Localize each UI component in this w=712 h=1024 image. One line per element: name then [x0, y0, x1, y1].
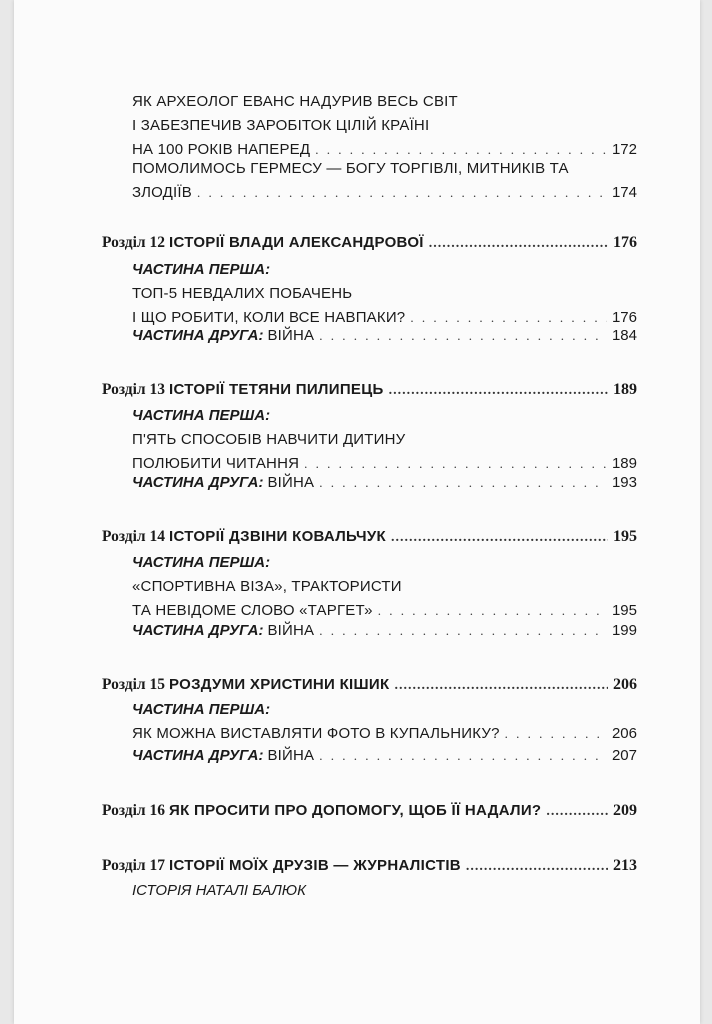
dot-leader	[319, 619, 607, 643]
page-number: 189	[611, 455, 637, 472]
part-title-line: ТОП-5 НЕВДАЛИХ ПОБАЧЕНЬ	[132, 285, 353, 302]
toc-item-line: НА 100 РОКІВ НАПЕРЕД	[132, 141, 311, 158]
part-label: ЧАСТИНА ПЕРША:	[132, 407, 271, 424]
chapter-title: ІСТОРІЇ ВЛАДИ АЛЕКСАНДРОВОЇ	[169, 234, 424, 251]
chapter-12-part-2	[132, 324, 637, 348]
dot-leader	[391, 526, 608, 550]
chapter-17-subtitle	[132, 879, 637, 903]
chapter-title: ЯК ПРОСИТИ ПРО ДОПОМОГУ, ЩОБ ЇЇ НАДАЛИ?	[169, 802, 542, 819]
chapter-label: Розділ 12	[102, 234, 165, 251]
chapter-14-part-2	[132, 619, 637, 643]
chapter-14-heading	[102, 525, 637, 549]
part-title: ВІЙНА	[267, 622, 315, 639]
chapter-15-part-1	[132, 698, 637, 746]
part-label: ЧАСТИНА ПЕРША:	[132, 554, 271, 571]
page-number: 195	[613, 528, 637, 545]
part-label: ЧАСТИНА ДРУГА:	[132, 622, 264, 639]
chapter-15-part-2	[132, 744, 637, 768]
toc-item-line: ЗЛОДІЇВ	[132, 184, 192, 201]
chapter-label: Розділ 16	[102, 802, 165, 819]
dot-leader	[546, 800, 608, 824]
toc-item-line: ЯК АРХЕОЛОГ ЕВАНС НАДУРИВ ВЕСЬ СВІТ	[132, 93, 458, 110]
part-title: ВІЙНА	[267, 327, 315, 344]
page-number: 195	[611, 602, 637, 619]
part-title-line: ПОЛЮБИТИ ЧИТАННЯ	[132, 455, 300, 472]
page-number: 176	[611, 309, 637, 326]
page-number: 176	[613, 234, 637, 251]
part-title: ВІЙНА	[267, 747, 315, 764]
toc-item-line: І ЗАБЕЗПЕЧИВ ЗАРОБІТОК ЦІЛІЙ КРАЇНІ	[132, 117, 430, 134]
chapter-title: ІСТОРІЇ ДЗВІНИ КОВАЛЬЧУК	[169, 528, 386, 545]
part-label: ЧАСТИНА ДРУГА:	[132, 327, 264, 344]
part-label: ЧАСТИНА ПЕРША:	[132, 261, 271, 278]
part-title-line: «СПОРТИВНА ВІЗА», ТРАКТОРИСТИ	[132, 578, 402, 595]
part-label: ЧАСТИНА ПЕРША:	[132, 701, 271, 718]
page-number: 184	[611, 327, 637, 344]
part-title-line: ЯК МОЖНА ВИСТАВЛЯТИ ФОТО В КУПАЛЬНИКУ?	[132, 725, 500, 742]
chapter-title: РОЗДУМИ ХРИСТИНИ КІШИК	[169, 676, 390, 693]
page-number: 174	[611, 184, 637, 201]
chapter-label: Розділ 15	[102, 676, 165, 693]
page-number: 209	[613, 802, 637, 819]
story-title: ІСТОРІЯ НАТАЛІ БАЛЮК	[132, 882, 306, 899]
dot-leader	[319, 324, 607, 348]
chapter-15-heading	[102, 673, 637, 697]
page-number: 189	[613, 381, 637, 398]
dot-leader	[197, 181, 607, 205]
part-label: ЧАСТИНА ДРУГА:	[132, 474, 264, 491]
toc-item-hermes	[132, 157, 637, 205]
chapter-12-part-1	[132, 258, 637, 330]
book-page	[14, 0, 700, 1024]
page-number: 193	[611, 474, 637, 491]
part-title: ВІЙНА	[267, 474, 315, 491]
part-title-line: П'ЯТЬ СПОСОБІВ НАВЧИТИ ДИТИНУ	[132, 431, 406, 448]
chapter-13-heading	[102, 378, 637, 402]
toc-item-evans	[132, 90, 637, 162]
dot-leader	[319, 744, 607, 768]
toc-item-line: ПОМОЛИМОСЬ ГЕРМЕСУ — БОГУ ТОРГІВЛІ, МИТНИКІВ ТА	[132, 160, 569, 177]
chapter-14-part-1	[132, 551, 637, 623]
part-label: ЧАСТИНА ДРУГА:	[132, 747, 264, 764]
part-title-line: ТА НЕВІДОМЕ СЛОВО «ТАРГЕТ»	[132, 602, 373, 619]
page-number: 206	[613, 676, 637, 693]
page-number: 213	[613, 857, 637, 874]
chapter-16-heading	[102, 799, 637, 823]
dot-leader	[319, 471, 607, 495]
dot-leader	[429, 232, 608, 256]
dot-leader	[389, 379, 608, 403]
dot-leader	[466, 855, 608, 879]
chapter-title: ІСТОРІЇ МОЇХ ДРУЗІВ — ЖУРНАЛІСТІВ	[169, 857, 461, 874]
chapter-label: Розділ 13	[102, 381, 165, 398]
chapter-17-heading	[102, 854, 637, 878]
page-number: 172	[611, 141, 637, 158]
page-number: 207	[611, 747, 637, 764]
chapter-label: Розділ 17	[102, 857, 165, 874]
page-number: 206	[611, 725, 637, 742]
chapter-13-part-1	[132, 404, 637, 476]
chapter-label: Розділ 14	[102, 528, 165, 545]
dot-leader	[394, 674, 608, 698]
part-title-line: І ЩО РОБИТИ, КОЛИ ВСЕ НАВПАКИ?	[132, 309, 406, 326]
dot-leader	[505, 722, 607, 746]
chapter-12-heading	[102, 231, 637, 255]
chapter-title: ІСТОРІЇ ТЕТЯНИ ПИЛИПЕЦЬ	[169, 381, 384, 398]
page-number: 199	[611, 622, 637, 639]
chapter-13-part-2	[132, 471, 637, 495]
